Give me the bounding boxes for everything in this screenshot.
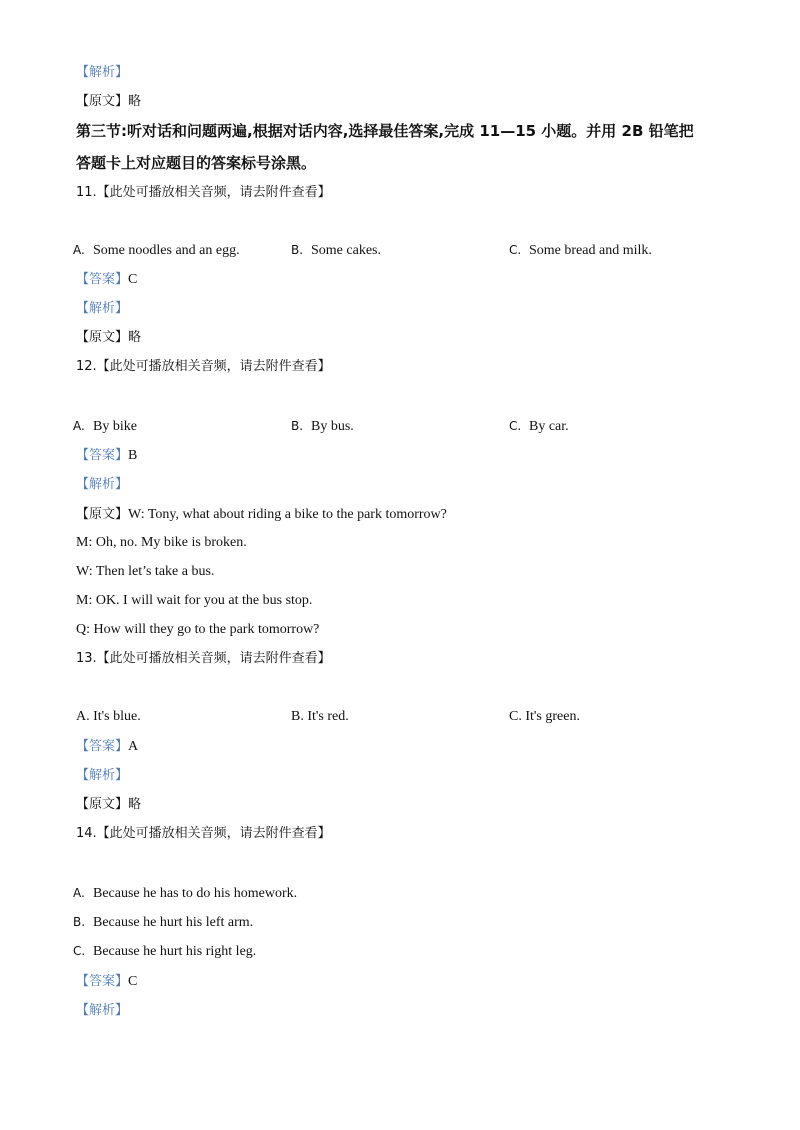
q13-answer: [76, 736, 138, 757]
q14-option-c: [73, 941, 256, 962]
option-letter: C.: [73, 944, 86, 958]
answer-value: C: [128, 272, 138, 287]
q14-option-b: [73, 912, 253, 933]
answer-label: 【答案】: [76, 272, 129, 287]
question-14-stem: 14.【此处可播放相关音频，请去附件查看】: [76, 826, 331, 841]
option-text: Some cakes.: [311, 243, 381, 258]
q11-option-a: [73, 240, 240, 261]
option-letter: A.: [73, 243, 85, 257]
option-text: By bus.: [311, 419, 354, 434]
q11-original-text: 【原文】略: [76, 330, 142, 345]
q13-analysis-label: 【解析】: [76, 768, 129, 783]
option-text: By bike: [93, 419, 137, 434]
q12-original-text: [76, 504, 447, 525]
q11-analysis-label: 【解析】: [76, 301, 129, 316]
option-text: By car.: [529, 419, 569, 434]
q11-option-c: [509, 240, 652, 261]
q14-analysis-label: 【解析】: [76, 1003, 129, 1018]
dialogue-line: M: Oh, no. My bike is broken.: [76, 535, 247, 550]
q12-option-b: [291, 416, 354, 437]
option-letter: B.: [291, 243, 304, 257]
question-11-stem: 11.【此处可播放相关音频，请去附件查看】: [76, 185, 331, 200]
option-text: Because he has to do his homework.: [93, 886, 298, 901]
section3-heading-line2: 答题卡上对应题目的答案标号涂黑。: [76, 154, 317, 172]
original-text-line-top: 【原文】略: [76, 94, 142, 109]
q11-option-b: [291, 240, 381, 261]
answer-value: B: [128, 448, 138, 463]
q13-option-c: C. It's green.: [509, 709, 580, 724]
option-text: Some bread and milk.: [529, 243, 652, 258]
question-12-stem: 12.【此处可播放相关音频，请去附件查看】: [76, 359, 331, 374]
q14-option-a: [73, 883, 297, 904]
option-text: Some noodles and an egg.: [93, 243, 240, 258]
option-text: Because he hurt his left arm.: [93, 915, 254, 930]
q13-option-a: A. It's blue.: [76, 709, 141, 724]
q14-answer: [76, 971, 137, 992]
answer-label: 【答案】: [76, 974, 129, 989]
option-letter: B.: [291, 419, 304, 433]
section3-heading-line1: 第三节:听对话和问题两遍,根据对话内容,选择最佳答案,完成 11—15 小题。并用 2B 铅笔把: [76, 122, 694, 140]
analysis-label-top: 【解析】: [76, 65, 129, 80]
dialogue-line: W: Tony, what about riding a bike to the park tomorrow?: [128, 507, 447, 522]
original-label: 【原文】: [76, 507, 129, 522]
dialogue-line: M: OK. I will wait for you at the bus stop.: [76, 593, 313, 608]
option-letter: A.: [73, 886, 85, 900]
q13-option-b: B. It's red.: [291, 709, 349, 724]
option-letter: B.: [73, 915, 86, 929]
q12-answer: [76, 445, 137, 466]
dialogue-line: W: Then let’s take a bus.: [76, 564, 215, 579]
option-letter: C.: [509, 243, 522, 257]
q13-original-text: 【原文】略: [76, 797, 142, 812]
answer-value: A: [128, 739, 139, 754]
answer-label: 【答案】: [76, 739, 129, 754]
q12-analysis-label: 【解析】: [76, 477, 129, 492]
q11-answer: [76, 269, 137, 290]
option-letter: A.: [73, 419, 85, 433]
answer-label: 【答案】: [76, 448, 129, 463]
option-letter: C.: [509, 419, 522, 433]
dialogue-question: Q: How will they go to the park tomorrow?: [76, 622, 320, 637]
q12-option-c: [509, 416, 569, 437]
q12-option-a: [73, 416, 137, 437]
question-13-stem: 13.【此处可播放相关音频，请去附件查看】: [76, 651, 331, 666]
answer-value: C: [128, 974, 138, 989]
option-text: Because he hurt his right leg.: [93, 944, 257, 959]
